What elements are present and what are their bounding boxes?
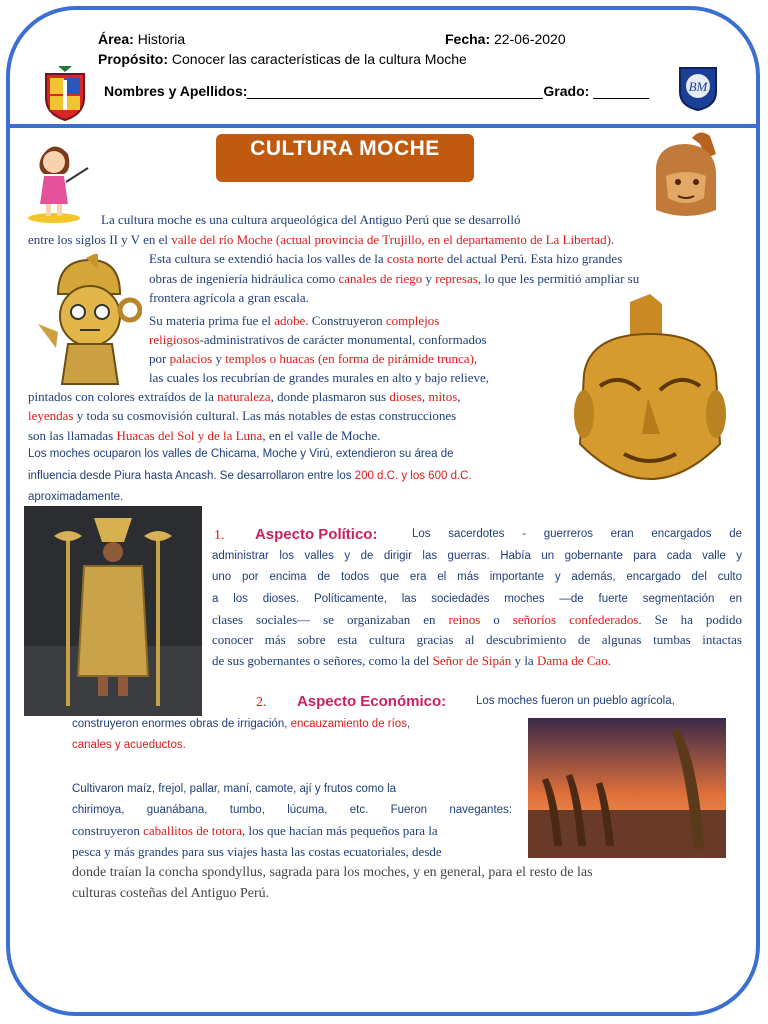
text-line (28, 426, 380, 445)
highlight-text: complejos (385, 313, 440, 328)
body-text: construyeron (72, 823, 144, 838)
body-text: y la (511, 653, 537, 668)
highlight-text: adobe (274, 313, 306, 328)
body-text: , (473, 351, 478, 366)
body-text: y toda su cosmovisión cultural. Las más notables de estas construcciones (73, 408, 457, 423)
body-text: , (406, 718, 411, 730)
highlight-text: encauzamiento de ríos (290, 718, 407, 730)
highlight-text: leyendas (28, 408, 74, 423)
body-text: -administrativos de carácter monumental, conformados (199, 332, 487, 347)
text-line (72, 780, 396, 799)
text-line (28, 387, 461, 406)
body-text: aproximadamente. (28, 491, 124, 503)
body-text: de sus gobernantes o señores, como la del (212, 653, 433, 668)
politico-title: Aspecto Político: (254, 526, 378, 543)
highlight-text: Señor de Sipán (432, 653, 512, 668)
body-text: las cuales los recubrían de grandes murales en alto y bajo relieve, (149, 370, 490, 385)
school-crest-icon (40, 64, 90, 122)
body-text: por (149, 351, 170, 366)
proposito-value: Conocer las características de la cultura Moche (171, 51, 467, 67)
highlight-text: reinos (448, 612, 481, 627)
text-line (149, 311, 439, 330)
body-text: culturas costeñas del Antiguo Perú. (72, 886, 270, 901)
proposito-label: Propósito: (98, 51, 168, 67)
body-text: Los moches ocuparon los valles de Chicama, Moche y Virú, extendieron su área de (28, 448, 454, 460)
moche-gold-head-icon (570, 294, 730, 506)
area-row (98, 31, 185, 47)
body-text: . (607, 653, 611, 668)
text-line (72, 715, 410, 734)
body-text: pesca y más grandes para sus viajes hasta las costas ecuatoriales, desde (72, 844, 442, 859)
text-line (149, 330, 487, 349)
economico-title: Aspecto Económico: (296, 693, 447, 710)
fecha-label: Fecha: (445, 31, 491, 47)
body-text: conocer más sobre esta cultura gracias al descubrimiento de algunas tumbas intactas (212, 632, 742, 647)
nombres-row (104, 83, 649, 99)
grado-label: Grado: (543, 83, 590, 99)
economico-number: 2. (256, 695, 267, 710)
fecha-row (445, 31, 566, 47)
caballitos-de-totora-photo (528, 718, 726, 858)
body-text: del actual Perú. Esta hizo grandes (443, 251, 623, 266)
nombres-label: Nombres y Apellidos: (104, 83, 248, 99)
moche-gold-figure-icon (28, 254, 142, 392)
body-text: , donde plasmaron sus (270, 389, 390, 404)
text-line (212, 630, 742, 649)
highlight-text: Dama de Cao (536, 653, 608, 668)
highlight-text: señoríos confederados (512, 612, 639, 627)
body-text: La cultura moche es una cultura arqueológica del Antiguo Perú que se desarrolló (101, 212, 521, 227)
highlight-text: naturaleza (217, 389, 271, 404)
area-label: Área: (98, 31, 134, 47)
body-text: Esta cultura se extendió hacia los valles de la (149, 251, 387, 266)
body-text: , lo que les permitió ampliar su (477, 271, 640, 286)
grado-field[interactable] (593, 84, 649, 99)
body-text: , en el valle de Moche. (262, 428, 381, 443)
body-text: pintados con colores extraídos de la (28, 389, 218, 404)
body-text: frontera agrícola a gran escala. (149, 290, 309, 305)
body-text: obras de ingeniería hidráulica como (149, 271, 339, 286)
economico-heading (256, 692, 446, 712)
text-line (476, 692, 675, 711)
area-value: Historia (137, 31, 186, 47)
text-line (412, 525, 742, 544)
politico-number: 1. (214, 528, 225, 543)
highlight-text: represas (435, 271, 478, 286)
body-text: entre los siglos II y V en el (28, 232, 172, 247)
text-line (212, 547, 742, 566)
text-line (149, 368, 489, 387)
body-text: . Construyeron (305, 313, 386, 328)
text-line (72, 736, 186, 755)
text-line (28, 467, 472, 486)
highlight-text: palacios (169, 351, 213, 366)
body-text: . Se ha podido (638, 612, 742, 627)
highlight-text: 200 d.C. y los 600 d.C. (354, 470, 472, 482)
teacher-cartoon-icon (24, 138, 94, 224)
svg-text:BM: BM (688, 79, 708, 94)
body-text: influencia desde Piura hasta Ancash. Se desarrollaron entre los (28, 470, 355, 482)
body-text: Los moches fueron un pueblo agrícola, (476, 695, 675, 707)
text-line (149, 349, 477, 368)
body-text: y (212, 351, 226, 366)
page-title: CULTURA MOCHE (216, 134, 474, 182)
proposito-row (98, 51, 467, 67)
fecha-value: 22-06-2020 (494, 31, 566, 47)
body-text: Su materia prima fue el (149, 313, 275, 328)
body-text: Fueron navegantes: (368, 804, 512, 816)
body-text: Cultivaron maíz, frejol, pallar, maní, camote, ají y frutos como la (72, 783, 397, 795)
highlight-text: canales de riego (338, 271, 423, 286)
senor-de-sipan-photo (24, 506, 202, 716)
body-text: . Políticamente, las sociedades moches —de fuerte segmentación en (296, 593, 742, 605)
text-line (72, 884, 269, 903)
body-text: , (457, 389, 461, 404)
school-badge-icon (676, 64, 720, 112)
body-text: uno por encima de todos que era el más importante y además, encargado del culto (212, 571, 742, 583)
nombres-field[interactable] (247, 84, 543, 99)
moche-head-small-icon (644, 128, 726, 222)
highlight-text: templos o huacas (en forma de pirámide trunca) (225, 351, 474, 366)
text-line (212, 651, 611, 670)
text-line (212, 590, 742, 609)
text-line (212, 610, 742, 629)
text-line (72, 863, 593, 882)
highlight-text: Huacas del Sol y de la Luna (116, 428, 263, 443)
text-line (28, 406, 456, 425)
text-line (72, 821, 438, 840)
body-text: Los sacerdotes - guerreros eran encargados de (412, 528, 742, 540)
highlight-text: mitos (428, 389, 458, 404)
politico-heading (214, 525, 377, 545)
text-line (28, 445, 454, 464)
body-text: son las llamadas (28, 428, 117, 443)
body-text: , (421, 389, 429, 404)
text-line (28, 488, 123, 507)
body-text: y (422, 271, 436, 286)
highlight-text: dioses (389, 389, 422, 404)
text-line (28, 230, 614, 249)
text-line (72, 842, 442, 861)
body-text: chirimoya, guanábana, tumbo, lúcuma, etc. (72, 804, 369, 816)
highlight-text: canales y acueductos. (72, 739, 186, 751)
text-line (149, 249, 622, 268)
body-text: a los dioses (212, 593, 297, 605)
body-text: , los que hacían más pequeños para la (242, 823, 438, 838)
body-text: . (610, 232, 615, 247)
body-text: construyeron enormes obras de irrigación, (72, 718, 291, 730)
text-line (101, 210, 520, 229)
highlight-text: valle del río Moche (actual provincia de Trujillo, en el departamento de La Libertad) (171, 232, 611, 247)
text-line (149, 269, 639, 288)
body-text: donde traían la concha spondyllus, sagrada para los moches, y en general, para el resto de las (72, 865, 593, 880)
body-text: administrar los valles y de dirigir las guerras. Había un gobernante para cada valle y (212, 550, 742, 562)
highlight-text: costa norte (386, 251, 444, 266)
body-text: clases sociales— se organizaban en (212, 612, 449, 627)
text-line (149, 288, 309, 307)
text-line (72, 801, 512, 820)
body-text: o (480, 612, 513, 627)
highlight-text: caballitos de totora (143, 823, 243, 838)
highlight-text: religiosos (149, 332, 200, 347)
text-line (212, 568, 742, 587)
